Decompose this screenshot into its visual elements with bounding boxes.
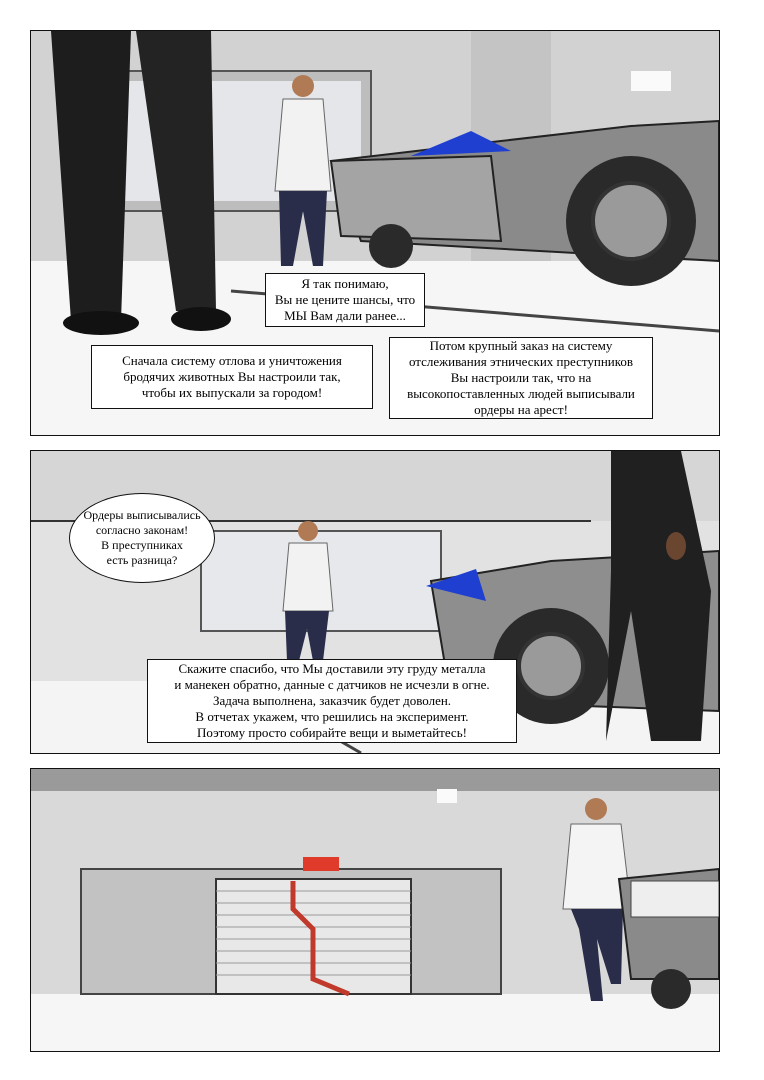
warning-light: [303, 857, 339, 871]
caption-2: Скажите спасибо, что Мы доставили эту груду металла и манекен обратно, данные с датчиков не исчезли в огне. Задача выполнена, заказчик будет доволен. В отчетах укажем, что решились на эксперимент. Поэтому просто собирайте вещи и выметайтесь!: [147, 659, 517, 743]
caption-1b: Сначала систему отлова и уничтожения бродячих животных Вы настроили так, чтобы их выпускали за городом!: [91, 345, 373, 409]
panel-2: [30, 450, 720, 754]
panel-3: [30, 768, 720, 1052]
caption-1a: Я так понимаю, Вы не цените шансы, что МЫ Вам дали ранее...: [265, 273, 425, 327]
speech-bubble-2: Ордеры выписывались согласно законам! В преступниках есть разница?: [69, 493, 215, 583]
caption-1c: Потом крупный заказ на систему отслеживания этнических преступников Вы настроили так, что на высокопоставленных людей выписывали ордеры на арест!: [389, 337, 653, 419]
panel-1: [30, 30, 720, 436]
panel-3-scene: [31, 769, 719, 1051]
